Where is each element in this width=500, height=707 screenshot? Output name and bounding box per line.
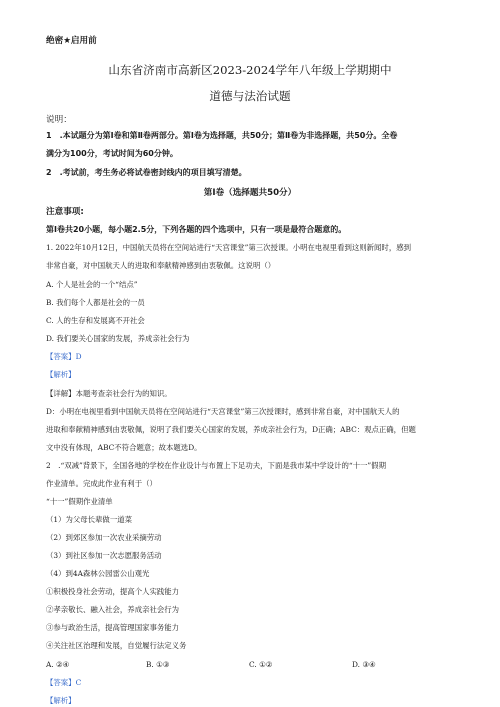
notes-heading: 说明： [46, 115, 72, 125]
q2-statement-3: ③参与政治生活，提高管理国家事务能力 [46, 623, 180, 632]
q2-statement-2: ②孝亲敬长、融入社会，养成亲社会行为 [46, 605, 180, 614]
q2-list-item-3: （3）到社区参加一次志愿服务活动 [46, 551, 162, 560]
q2-stem-line-1: 2 .“双减”背景下，全国各地的学校在作业设计与布置上下足功夫，下面是我市某中学设计的“十一”假期 [46, 461, 386, 470]
attention-heading: 注意事项: [46, 207, 84, 217]
q2-statement-4: ④关注社区治理和发展，自觉履行法定义务 [46, 641, 187, 650]
q1-answer: 【答案】D [46, 352, 82, 361]
exam-subject: 道德与法治试题 [209, 89, 291, 103]
q1-explanation-line-2: 进取和奉献精神感到由衷敬佩，说明了我们要关心国家的发展，养成亲社会行为，D正确；ABC：观点正确，但题 [46, 425, 416, 434]
q1-explanation-line-3: 文中没有体现，ABC不符合题意；故本题选D。 [46, 443, 202, 452]
q1-stem-line-1: 1. 2022年10月12日，中国航天员将在空间站进行“天宫课堂”第三次授课。小明在电视里看到这则新闻时，感到 [46, 243, 411, 252]
q2-option-d: D. ③④ [352, 660, 376, 669]
q1-option-a: A. 个人是社会的一个“结点” [46, 280, 138, 289]
section-instruction: 第Ⅰ卷共20小题，每小题2.5分，下列各题的四个选项中，只有一项是最符合题意的。 [46, 225, 347, 234]
q1-explanation-line-1: D：小明在电视里看到中国航天员将在空间站进行“天宫课堂”第三次授课时，感到非常自豪，对中国航天人的 [46, 407, 400, 416]
note-1-line-1: 1 .本试题分为第Ⅰ卷和第Ⅱ卷两部分。第Ⅰ卷为选择题，共50分；第Ⅱ卷为非选择题，共50分。全卷 [46, 131, 398, 140]
q2-stem-line-2: 作业清单。完成此作业有利于（） [46, 479, 157, 488]
q2-list-item-1: （1）为父母长辈做一道菜 [46, 515, 133, 524]
q2-option-a: A. ②④ [46, 660, 70, 669]
q1-option-b: B. 我们每个人都是社会的一员 [46, 298, 145, 307]
q1-option-c: C. 人的生存和发展离不开社会 [46, 316, 145, 325]
note-1-line-2: 满分为100分，考试时间为60分钟。 [46, 149, 178, 158]
q1-stem-line-2: 非常自豪，对中国航天人的进取和奉献精神感到由衷敬佩。这说明（） [46, 261, 276, 270]
q2-answer: 【答案】C [46, 678, 82, 687]
q2-statement-1: ①积极投身社会劳动，提高个人实践能力 [46, 587, 180, 596]
q2-option-b: B. ①③ [146, 660, 170, 669]
secret-label: 绝密★启用前 [46, 36, 97, 46]
q1-detail-heading: 【详解】本题考查亲社会行为的知识。 [46, 389, 172, 398]
q2-list-item-2: （2）到郊区参加一次农业采摘劳动 [46, 533, 162, 542]
q2-option-c: C. ①② [249, 660, 273, 669]
q1-option-d: D. 我们要关心国家的发展，养成亲社会行为 [46, 334, 190, 343]
section-title: 第Ⅰ卷（选择题共50分） [203, 188, 297, 198]
q1-analysis-label: 【解析】 [46, 370, 76, 379]
note-2: 2 .考试前，考生务必将试卷密封线内的项目填写清楚。 [46, 168, 247, 177]
q2-analysis-label: 【解析】 [46, 696, 76, 705]
exam-title: 山东省济南市高新区2023-2024学年八年级上学期期中 [108, 63, 392, 77]
q2-list-title: “十一”假期作业清单 [46, 497, 113, 506]
q2-list-item-4: （4）到4A森林公园雷公山观光 [46, 569, 150, 578]
